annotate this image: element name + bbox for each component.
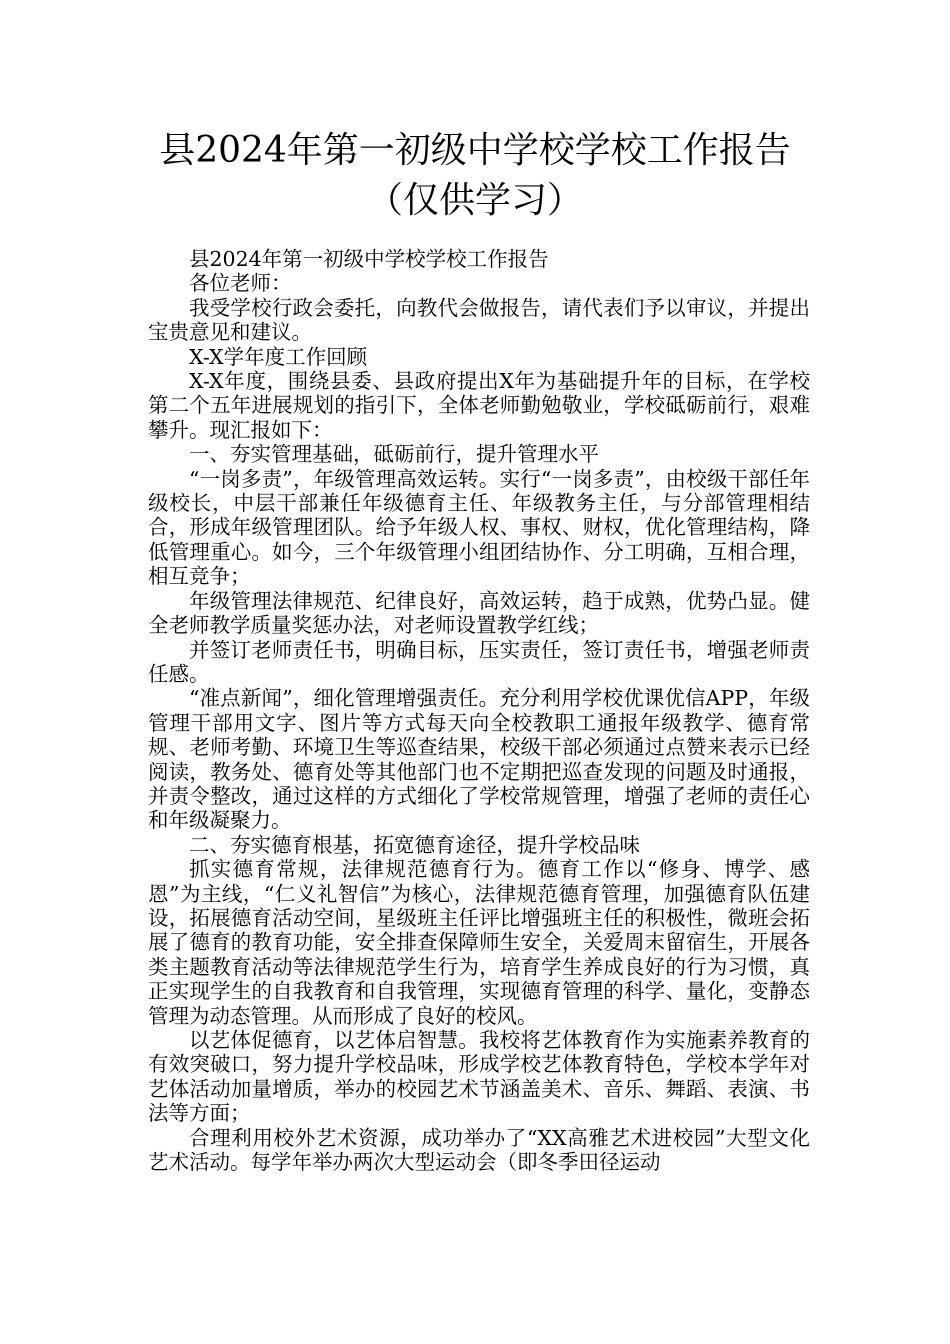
body-paragraph: 以艺体促德育，以艺体启智慧。我校将艺体教育作为实施素养教育的有效突破口，努力提升学校品味，形成学校艺体教育特色，学校本学年对艺体活动加量增质，举办的校园艺术节涵盖美术、音乐、舞蹈、表演、书法等方面； <box>148 1028 810 1126</box>
document-body <box>148 247 810 1174</box>
body-paragraph: 合理利用校外艺术资源，成功举办了“XX高雅艺术进校园”大型文化艺术活动。每学年举办两次大型运动会（即冬季田径运动 <box>148 1125 810 1175</box>
document-title: 县2024年第一初级中学校学校工作报告 <box>159 130 791 171</box>
body-paragraph-review: X-X年度，围绕县委、县政府提出X年为基础提升年的目标，在学校第二个五年进展规划的指引下，全体老师勤勉敬业，学校砥砺前行，艰难攀升。现汇报如下： <box>148 369 810 442</box>
body-paragraph-review-heading: X-X学年度工作回顾 <box>189 344 368 369</box>
body-paragraph: 并签订老师责任书，明确目标，压实责任，签订责任书，增强老师责任感。 <box>148 637 810 686</box>
body-paragraph-section-1-heading: 一、夯实管理基础，砥砺前行，提升管理水平 <box>189 442 599 467</box>
document-subtitle: （仅供学习） <box>366 180 583 221</box>
body-paragraph-section-2-heading: 二、夯实德育根基，拓宽德育途径，提升学校品味 <box>189 832 640 857</box>
body-paragraph: “准点新闻”，细化管理增强责任。充分利用学校优课优信APP，年级管理干部用文字、图片等方式每天向全校教职工通报年级教学、德育常规、老师考勤、环境卫生等巡查结果，校级干部必须通过点赞来表示已经阅读，教务处、德育处等其他部门也不定期把巡查发现的问题及时通报，并责令整改，通过这样的方式细化了学校常规管理，增强了老师的责任心和年级凝聚力。 <box>148 686 810 833</box>
body-paragraph-salutation: 各位老师： <box>189 271 292 296</box>
body-paragraph: “一岗多责”，年级管理高效运转。实行“一岗多责”，由校级干部任年级校长，中层干部兼任年级德育主任、年级教务主任，与分部管理相结合，形成年级管理团队。给予年级人权、事权、财权，优化管理结构，降低管理重心。如今，三个年级管理小组团结协作、分工明确，互相合理，相互竞争； <box>148 466 810 589</box>
body-paragraph-report-heading: 县2024年第一初级中学校学校工作报告 <box>189 247 549 271</box>
body-paragraph: 年级管理法律规范、纪律良好，高效运转，趋于成熟，优势凸显。健全老师教学质量奖惩办法，对老师设置教学红线； <box>148 588 810 638</box>
body-paragraph: 抓实德育常规，法律规范德育行为。德育工作以“修身、博学、感恩”为主线，“仁义礼智信”为核心，法律规范德育管理，加强德育队伍建设，拓展德育活动空间，星级班主任评比增强班主任的积极性，微班会拓展了德育的教育功能，安全排查保障师生安全，关爱周末留宿生，开展各类主题教育活动等法律规范学生行为，培育学生养成良好的行为习惯，真正实现学生的自我教育和自我管理，实现德育管理的科学、量化，变静态管理为动态管理。从而形成了良好的校风。 <box>148 857 810 1028</box>
body-paragraph-intro: 我受学校行政会委托，向教代会做报告，请代表们予以审议，并提出宝贵意见和建议。 <box>148 295 810 345</box>
